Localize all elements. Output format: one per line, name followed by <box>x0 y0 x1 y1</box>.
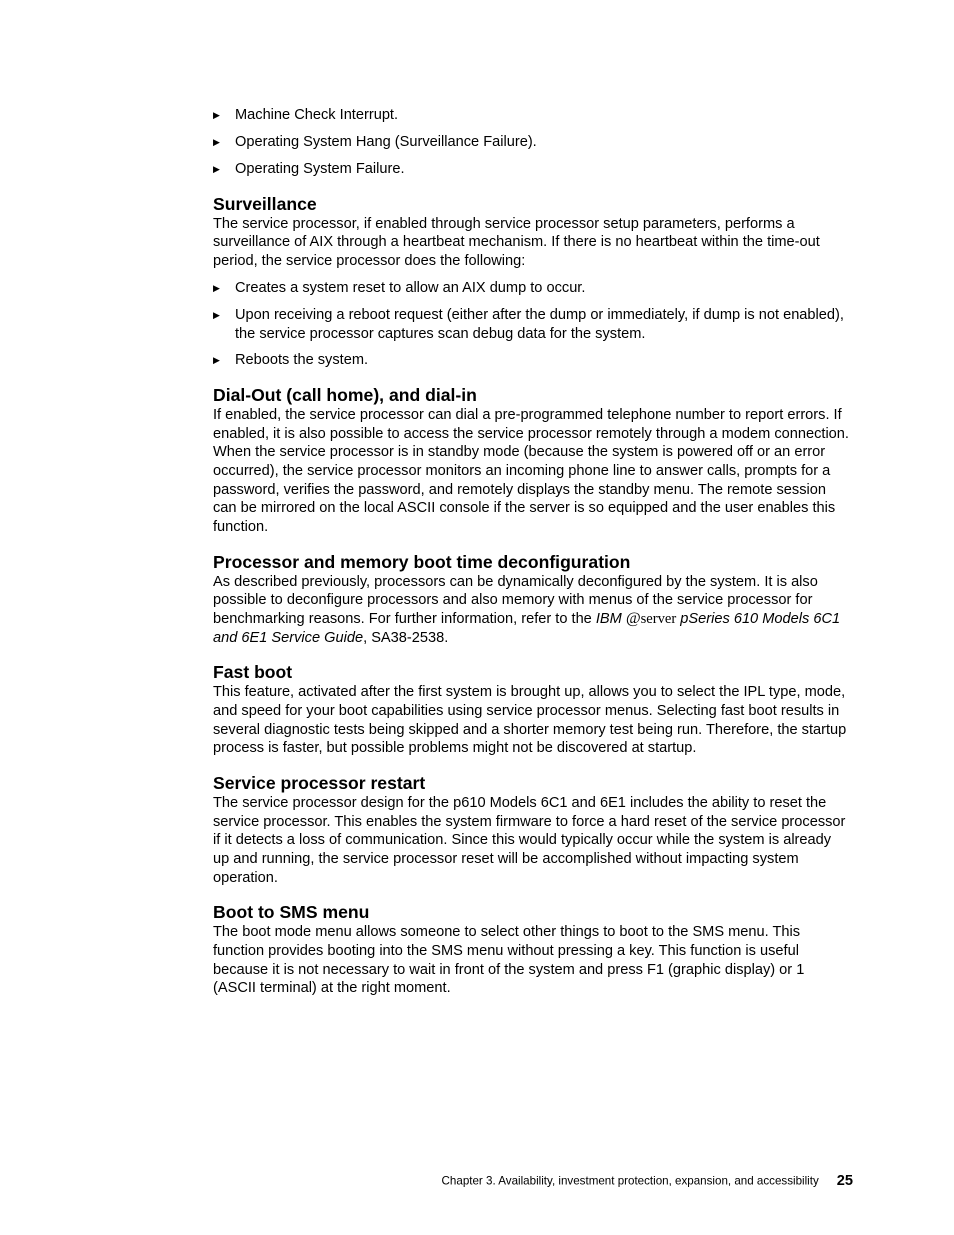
eserver-logo: @server <box>625 609 677 627</box>
section-heading: Service processor restart <box>213 772 426 793</box>
page-content <box>213 106 850 1006</box>
bullet-arrow-icon: ▶ <box>213 355 220 366</box>
list-item: ▶ Machine Check Interrupt. <box>213 107 399 123</box>
bullet-arrow-icon: ▶ <box>213 110 220 120</box>
guide-reference: IBM @server pSeries 610 Models 6C1 and 6E1 Service Guide <box>213 609 841 646</box>
list-item: ▶ Upon receiving a reboot request (either after the dump or immediately, if dump is not enabled), the service processor captures scan debug data for the system. <box>213 306 844 342</box>
section-fast-boot <box>213 661 850 758</box>
section-heading: Dial-Out (call home), and dial-in <box>213 385 477 406</box>
section-service-processor-restart <box>213 772 850 887</box>
section-heading: Fast boot <box>213 662 293 683</box>
section-body: The service processor, if enabled through service processor setup parameters, performs a surveillance of AIX through a heartbeat mechanism. If there is no heartbeat within the time-out period, the service processor does the following: <box>213 215 820 269</box>
intro-bullet-list <box>213 106 850 179</box>
bullet-arrow-icon: ▶ <box>213 136 220 147</box>
section-body: The boot mode menu allows someone to select other things to boot to the SMS menu. This function provides booting into the SMS menu without pressing a key. This function is useful because it is not necessary to wait in front of the system and press F1 (graphic display) or 1 (ASCII terminal) at the right moment. <box>213 924 805 997</box>
bullet-arrow-icon: ▶ <box>213 309 220 320</box>
section-heading: Boot to SMS menu <box>213 902 370 923</box>
bullet-arrow-icon: ▶ <box>213 163 220 174</box>
list-item: ▶ Creates a system reset to allow an AIX dump to occur. <box>213 279 586 296</box>
page-footer <box>442 1172 853 1190</box>
section-body: As described previously, processors can be dynamically deconfigured by the system. It is also possible to deconfigure processors and also memory with menus of the service processor for benchmarking reasons. For further information, refer to the IBM @server pSeries 610 Models 6C1 and 6E1 Service Guide, SA38-2538. <box>213 573 841 646</box>
bullet-arrow-icon: ▶ <box>213 282 220 293</box>
footer-chapter-title: Chapter 3. Availability, investment protection, expansion, and accessibility <box>441 1174 819 1188</box>
section-heading: Surveillance <box>213 193 317 214</box>
section-dial-out <box>213 384 850 537</box>
list-item: ▶ Operating System Hang (Surveillance Failure). <box>213 133 537 150</box>
section-body: If enabled, the service processor can dial a pre-programmed telephone number to report errors. If enabled, it is also possible to access the service processor remotely through a modem connection. When the service processor is in standby mode (because the system is powered off or an error occurred), the service processor monitors an incoming phone line to answer calls, prompts for a password, verifies the password, and remotely displays the standby menu. The remote session can be mirrored on the local ASCII console if the server is so equipped and the user enables this function. <box>213 407 849 536</box>
section-deconfiguration <box>213 551 850 648</box>
section-surveillance <box>213 193 850 371</box>
section-heading: Processor and memory boot time deconfiguration <box>213 551 631 572</box>
surveillance-bullet-list <box>213 279 850 370</box>
section-boot-to-sms <box>213 901 850 998</box>
list-item: ▶ Reboots the system. <box>213 352 369 369</box>
section-body: The service processor design for the p610 Models 6C1 and 6E1 includes the ability to reset the service processor. This enables the system firmware to force a hard reset of the service processor if it detects a loss of communication. Since this would typically occur while the system is already up and running, the service processor reset will be accomplished without impacting system operation. <box>213 794 846 886</box>
section-body: This feature, activated after the first system is brought up, allows you to select the IPL type, mode, and speed for your boot capabilities using service processor menus. Selecting fast boot results in several diagnostic tests being skipped and a shorter memory test being run. Therefore, the startup process is faster, but possible problems might not be discovered at startup. <box>213 684 847 757</box>
list-item: ▶ Operating System Failure. <box>213 160 405 177</box>
page-number: 25 <box>836 1172 853 1189</box>
